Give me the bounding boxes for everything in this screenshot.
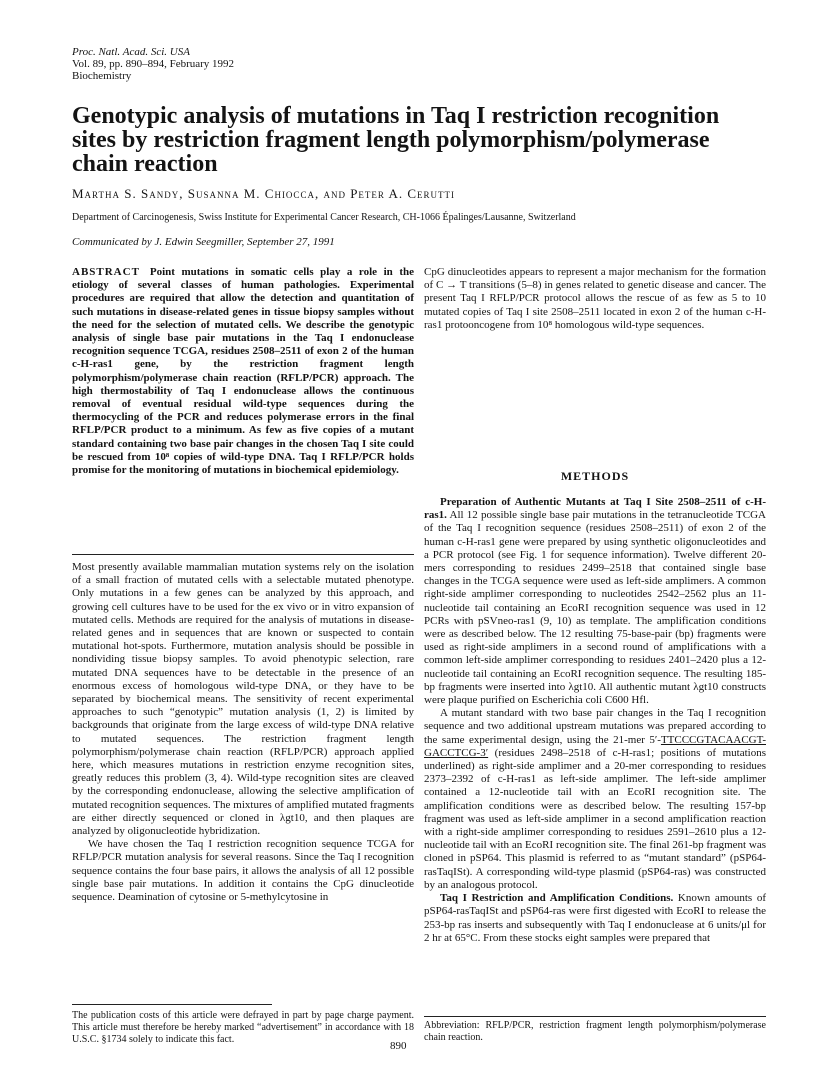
abstract-divider [72,554,414,555]
publication-costs-footnote: The publication costs of this article were defrayed in part by page charge payment. This article must therefore be hereby marked “advertisement” in accordance with 18 U.S.C. §1734 solely to indicate this fact. [72,1010,414,1045]
methods-section-restriction: Taq I Restriction and Amplification Conditions. Known amounts of pSP64-rasTaqISt and pSP64-ras were first digested with EcoRI to release the 253-bp ras inserts and subsequently with Taq I endonuclease at 6 units/μl for 2 hr at 65°C. From these stocks eight samples were prepared that [424,892,766,944]
abbreviation-footnote: Abbreviation: RFLP/PCR, restriction fragment length polymorphism/polymerase chain reaction. [424,1020,766,1043]
footnote-divider-right [424,1016,766,1017]
intro-paragraph-2: We have chosen the Taq I restriction recognition sequence TCGA for RFLP/PCR mutation analysis for several reasons. Since the Taq I recognition sequence contains the four base pairs, it allows the analysis of all 12 possible single base pair mutations. In addition it contains the CpG dinucleotide sequence. Deamination of cytosine or 5-methylcytosine in [72,838,414,904]
methods-section-preparation: Preparation of Authentic Mutants at Taq I Site 2508–2511 of c-H-ras1. All 12 possible single base pair mutations in the tetranucleotide TCGA of the Taq I recognition sequence (residues 2508–2511) of exon 2 of the human c-H-ras1 gene were prepared by using synthetic oligonucleotides and a PCR protocol (see Fig. 1 for sequence information). Twelve different 20-mers corresponding to residues 2499–2518 that contained single base changes in the TCGA sequence were used as left-side amplimers. A common right-side amplimer corresponding to nucleotides 2542–2562 plus an 11-nucleotide tail containing an EcoRI recognition sequence was used in 12 PCRs with pSVneo-ras1 (9, 10) as template. The amplification conditions were as described below. The 12 resulting 75-base-pair (bp) fragments were used as right-side amplimers in a second round of amplifications with a common left-side amplimer corresponding to residues 2401–2420 plus a 12-nucleotide tail containing an EcoRI recognition sequence. The resulting 185-bp fragments were inserted into λgt10. All authentic mutant λgt10 constructs were plaque purified on Escherichia coli C600 Hfl. [424,496,766,707]
journal-name: Proc. Natl. Acad. Sci. USA [72,46,190,58]
article-title: Genotypic analysis of mutations in Taq I restriction recognition sites by restriction fragment length polymorphism/polymerase chain reaction [72,103,720,177]
journal-volume: Vol. 89, pp. 890–894, February 1992 [72,58,235,70]
intro-continuation: CpG dinucleotides appears to represent a major mechanism for the formation of C → T transitions (5–8) in genes related to genetic disease and cancer. The present Taq I RFLP/PCR protocol allows the rescue of as few as 5 to 10 mutated copies of Taq I site 2508–2511 located in exon 2 of the human c-H-ras1 protooncogene from 10⁸ homologous wild-type sequences. [424,266,766,331]
affiliation: Department of Carcinogenesis, Swiss Institute for Experimental Cancer Research, CH-1066 Épalinges/Lausanne, Switzerland [72,212,576,223]
intro-paragraph-1: Most presently available mammalian mutation systems rely on the isolation of a small fraction of mutated cells with a selectable mutated phenotype. Only mutations in a few genes can be analyzed by this approach, and growing cell cultures have to be used for the ex vivo or in vitro expansion of mutated cells. Methods are required for the analysis of mutations in disease-related genes and in sequences that are known or suspected to contain mutational hot-spots. Furthermore, mutation analysis should be possible in nondividing tissue biopsy samples. To avoid phenotypic selection, rare mutated DNA sequences have to be detectable in the presence of an enormous excess of homologous wild-type DNA, or they have to be separated by biochemical means. The sensitivity of recent experimental approaches to such “genotypic” mutation analysis (1, 2) is limited by backgrounds that originate from the large excess of wild-type DNA relative to mutated sequences. The restriction fragment length polymorphism/polymerase chain reaction (RFLP/PCR) approach applied here, which measures mutations in restriction enzyme recognition sites, greatly reduces this problem (3, 4). Wild-type recognition sites are cleaved by the corresponding endonuclease, allowing the selective amplification of mutated recognition sequences. The mixtures of amplified mutated fragments are either directly sequenced or cloned in λgt10, and then plaques are analyzed by oligonucleotide hybridization. [72,561,414,838]
footnote-divider-left [72,1004,272,1005]
author-list: Martha S. Sandy, Susanna M. Chiocca, and Peter A. Cerutti [72,186,455,201]
mutant-sequence: TTCCCGTACAACGT-GACCTCG-3′ [424,733,766,759]
abstract [72,266,414,477]
abstract-heading: ABSTRACT [72,266,140,278]
methods-body [424,496,766,945]
abstract-text: Point mutations in somatic cells play a role in the etiology of several classes of human pathologies. Experimental procedures are required that allow the detection and quantitation of such mutations in disease-related genes in tissue biopsy samples without the need for the selection of mutated cells. We describe the genotypic analysis of single base pair mutations in the Taq I endonuclease recognition sequence TCGA, residues 2508–2511 of exon 2 of the human c-H-ras1 gene, by the restriction fragment length polymorphism/polymerase chain reaction (RFLP/PCR) approach. The high thermostability of Taq I endonuclease allows the continuous removal of eventual residual wild-type sequences during the thermocycling of the PCR and reduces polymerase errors in the final RFLP/PCR product to a minimum. As few as five copies of a mutant standard containing two base pair changes in the chosen Taq I site could be rescued from 10⁸ copies of wild-type DNA. Taq I RFLP/PCR holds promise for the monitoring of mutations in biochemical epidemiology. [72,266,414,477]
introduction [72,561,414,904]
methods-mutant-standard: A mutant standard with two base pair changes in the Taq I recognition sequence and two additional upstream mutations was prepared according to the same experimental design, using the 21-mer 5′-TTCCCGTACAACGT-GACCTCG-3′ (residues 2498–2518 of c-H-ras1; positions of mutations underlined) as right-side amplimer and a 20-mer corresponding to residues 2373–2392 of c-H-ras1 as left-side amplimer. The left-side amplimer contained a 12-nucleotide tail with an EcoRI recognition site. The amplification conditions were as described below. The resulting 157-bp fragment was used as left-side amplimer in a second amplification reaction with a right-side amplimer corresponding to residues 2591–2610 plus a 12-nucleotide tail with an EcoRI recognition site. The final 261-bp fragment was cloned in pSP64. This plasmid is referred to as “mutant standard” (pSP64-rasTaqISt). A corresponding wild-type plasmid (pSP64-ras) was constructed by an analogous protocol. [424,707,766,891]
page-number: 890 [390,1040,407,1052]
journal-header [72,46,234,82]
communicated-by: Communicated by J. Edwin Seegmiller, September 27, 1991 [72,236,335,248]
methods-heading: METHODS [560,469,630,483]
journal-section: Biochemistry [72,70,132,82]
